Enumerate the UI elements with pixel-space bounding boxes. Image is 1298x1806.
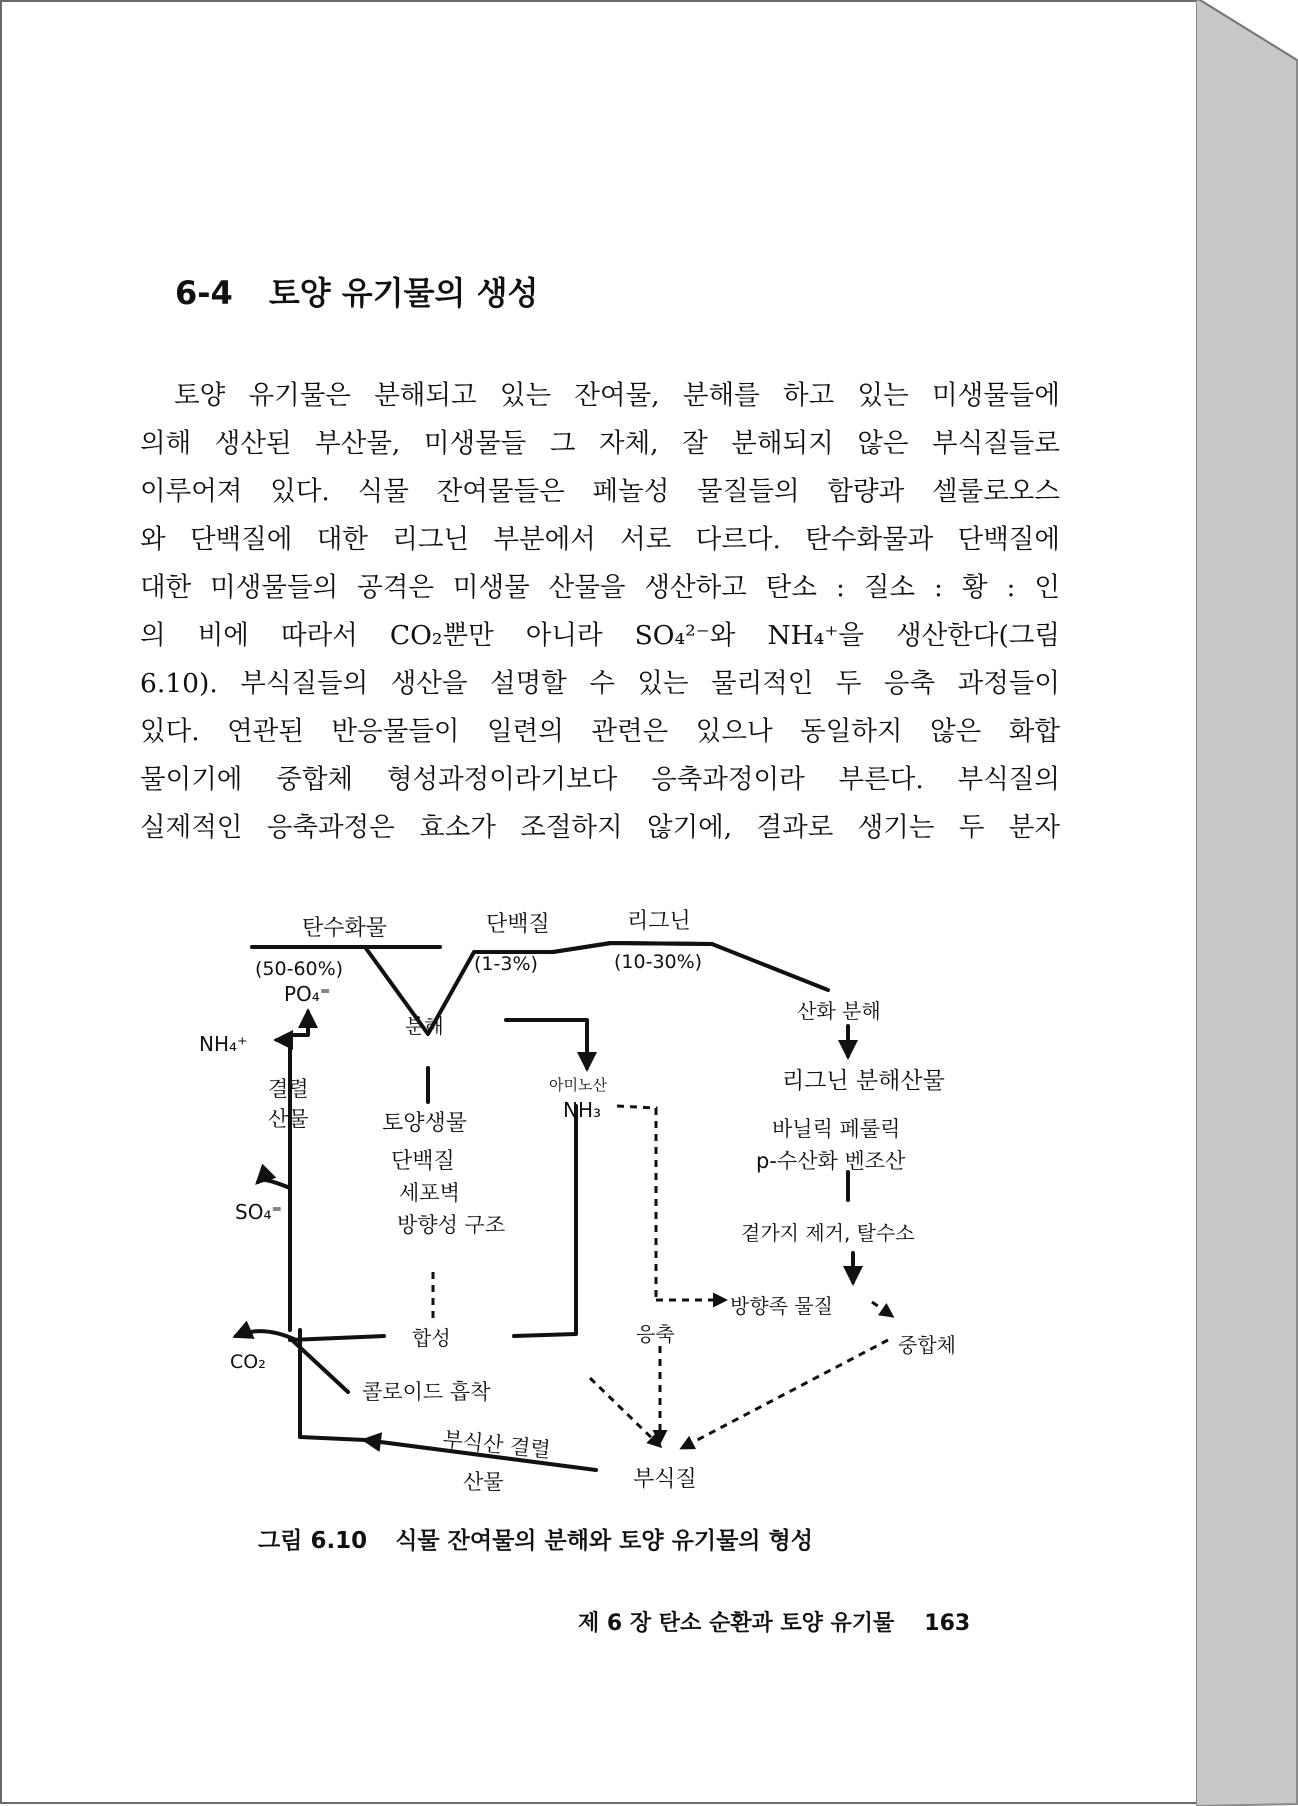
label-humic-acid-bound: 부식산 결렬 <box>441 1427 552 1463</box>
label-side-chain-removal: 곁가지 제거, 탈수소 <box>741 1221 915 1245</box>
label-protein-pct: (1-3%) <box>474 953 538 975</box>
body-line: 와 단백질에 대한 리그닌 부분에서 서로 다르다. 탄수화물과 단백질에 <box>140 524 1060 555</box>
caption-text: 식물 잔여물의 분해와 토양 유기물의 형성 <box>395 1528 813 1554</box>
label-so4: SO₄⁼ <box>235 1200 283 1224</box>
label-co2: CO₂ <box>230 1351 266 1373</box>
label-aromatic-structure: 방향성 구조 <box>397 1213 506 1237</box>
colloid-to-humus-dashed-arrow <box>590 1378 660 1446</box>
label-vanillic-ferulic: 바닐릭 페룰릭 <box>772 1117 901 1141</box>
label-carbohydrate: 탄수화물 <box>302 916 388 941</box>
label-po4: PO₄⁼ <box>284 982 331 1006</box>
label-nh3: NH₃ <box>563 1098 602 1122</box>
section-number: 6-4 <box>175 274 233 312</box>
label-lignin-pct: (10-30%) <box>614 951 703 973</box>
body-line: 의 비에 따라서 CO₂뿐만 아니라 SO₄²⁻와 NH₄⁺을 생산한다(그림 <box>140 620 1060 651</box>
section-title: 토양 유기물의 생성 <box>268 274 539 312</box>
body-line: 6.10). 부식질들의 생산을 설명할 수 있는 물리적인 두 응축 과정들이 <box>140 668 1060 699</box>
polymer-to-humus-dashed-arrow <box>682 1340 888 1448</box>
label-polymer: 중합체 <box>898 1333 956 1357</box>
figure-caption <box>258 1522 813 1555</box>
aromatic-to-polymer-dashed-arrow <box>872 1302 892 1316</box>
body-line: 물이기에 중합체 형성과정이라기보다 응축과정이라 부른다. 부식질의 <box>140 764 1060 795</box>
label-aromatic: 방향족 물질 <box>730 1294 833 1318</box>
amino-acid-arrow <box>506 1020 587 1068</box>
body-line: 이루어져 있다. 식물 잔여물들은 페놀성 물질들의 함량과 셀룰로오스 <box>140 476 1060 507</box>
page-number: 163 <box>924 1611 971 1636</box>
label-soil-protein: 단백질 <box>391 1149 455 1174</box>
label-carbohydrate-pct: (50-60%) <box>255 958 344 980</box>
label-hydroxybenzoic: p-수산화 벤조산 <box>756 1149 906 1173</box>
label-protein: 단백질 <box>486 912 550 937</box>
synthesis-feed-line <box>290 1336 384 1340</box>
label-amino-acid: 아미노산 <box>549 1076 607 1094</box>
caption-label: 그림 6.10 <box>258 1528 368 1554</box>
label-humus: 부식질 <box>633 1467 697 1492</box>
running-chapter-title: 제 6 장 탄소 순환과 토양 유기물 <box>578 1611 895 1636</box>
label-lignin-products: 리그닌 분해산물 <box>782 1068 945 1094</box>
nh3-dashed-line <box>617 1106 656 1300</box>
amino-acid-return-line <box>514 1106 576 1336</box>
label-soil-organism: 토양생물 <box>382 1111 468 1136</box>
po4-arrow <box>290 1012 308 1330</box>
label-decomposition: 분해 <box>405 1014 444 1038</box>
label-synthesis: 합성 <box>412 1326 451 1350</box>
label-cell-wall: 세포벽 <box>399 1181 460 1205</box>
body-line: 의해 생산된 부산물, 미생물들 그 자체, 잘 분해되지 않은 부식질들로 <box>140 428 1060 459</box>
body-line: 토양 유기물은 분해되고 있는 잔여물, 분해를 하고 있는 미생물들에 <box>174 380 1060 411</box>
label-bound-1: 결렬 <box>268 1077 309 1101</box>
bottom-left-bracket <box>300 1330 365 1440</box>
label-lignin: 리그닌 <box>627 909 691 934</box>
label-oxidative-decomposition: 산화 분해 <box>797 999 881 1023</box>
label-condensation: 응축 <box>636 1322 675 1346</box>
co2-arrow <box>236 1331 296 1340</box>
label-bound-2: 산물 <box>268 1107 309 1131</box>
body-line: 실제적인 응축과정은 효소가 조절하지 않기에, 결과로 생기는 두 분자 <box>140 812 1060 843</box>
body-line: 대한 미생물들의 공격은 미생물 산물을 생산하고 탄소 : 질소 : 황 : 인 <box>140 572 1060 603</box>
body-line: 있다. 연관된 반응물들이 일련의 관련은 있으나 동일하지 않은 화합 <box>140 716 1060 747</box>
label-colloid: 콜로이드 흡착 <box>362 1380 491 1404</box>
label-humic-product: 산물 <box>463 1470 504 1494</box>
label-nh4: NH₄⁺ <box>199 1032 248 1056</box>
so4-arrow <box>258 1180 290 1188</box>
page-footer <box>578 1606 970 1637</box>
